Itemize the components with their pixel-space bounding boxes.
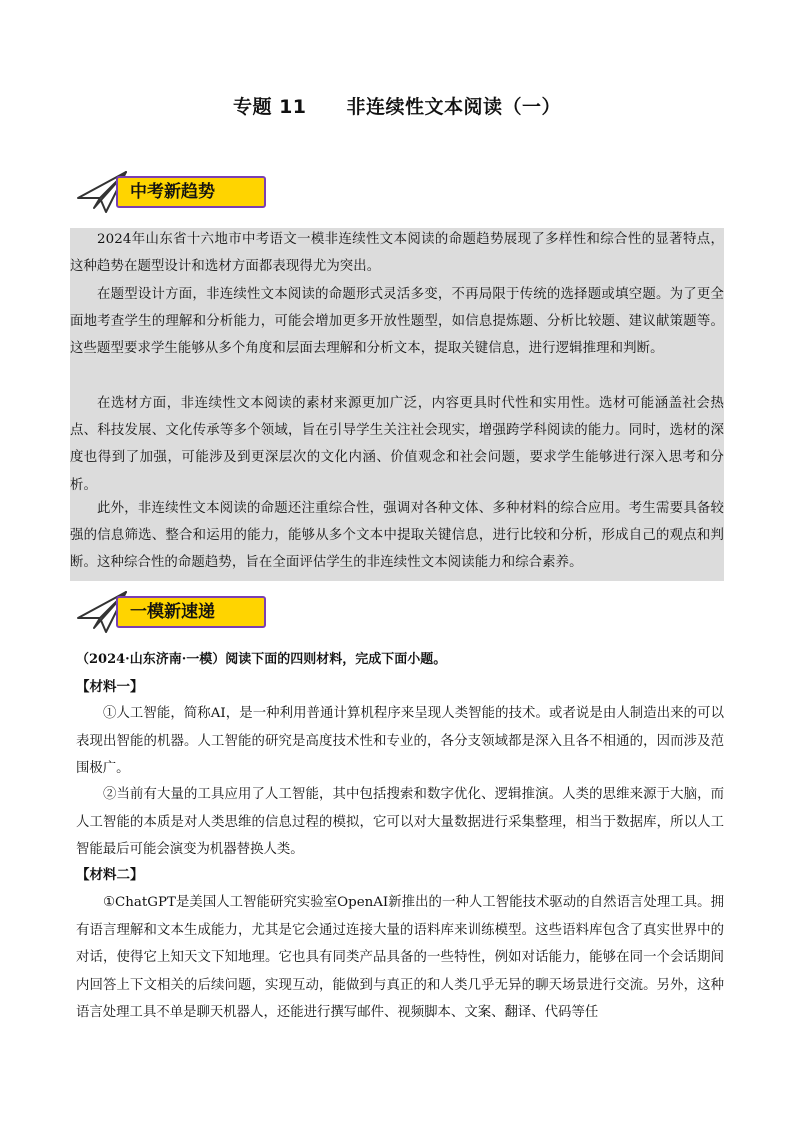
material-1-paragraph-2: ②当前有大量的工具应用了人工智能，其中包括搜索和数字优化、逻辑推演。人类的思维来源于大脑，而人工智能的本质是对人类思维的信息过程的模拟，它可以对大量数据进行采集整理，相当于数据库，所以人工智能最后可能会演变为机器替换人类。 — [76, 787, 724, 857]
topic-number: 专题 11 — [232, 96, 307, 118]
trend-paragraph-1: 2024年山东省十六地市中考语文一模非连续性文本阅读的命题趋势展现了多样性和综合性的显著特点，这种趋势在题型设计和选材方面都表现得尤为突出。 — [70, 232, 724, 275]
material-1-paragraph-1: ①人工智能，简称AI，是一种利用普通计算机程序来呈现人类智能的技术。或者说是由人制造出来的可以表现出智能的机器。人工智能的研究是高度技术性和专业的，各分支领域都是深入且各不相通的，因而涉及范围极广。 — [76, 706, 724, 776]
material-1-title: 【材料一】 — [76, 679, 144, 695]
trend-paragraph-2: 在题型设计方面，非连续性文本阅读的命题形式灵活多变，不再局限于传统的选择题或填空题。为了更全面地考查学生的理解和分析能力，可能会增加更多开放性题型，如信息提炼题、分析比较题、建议献策题等。这些题型要求学生能够从多个角度和层面去理解和分析文本，提取关键信息，进行逻辑推理和判断。 — [70, 287, 724, 357]
express-section-label: 一模新速递 — [116, 596, 266, 628]
material-2-paragraph-1: ①ChatGPT是美国人工智能研究实验室OpenAI新推出的一种人工智能技术驱动的自然语言处理工具。拥有语言理解和文本生成能力，尤其是它会通过连接大量的语料库来训练模型。这些语料库包含了真实世界中的对话，使得它上知天文下知地理。它也具有同类产品具备的一些特性，例如对话能力，能够在同一个会话期间内回答上下文相关的后续问题，实现互动，能做到与真正的和人类几乎无异的聊天场景进行交流。另外，这种语言处理工具不单是聊天机器人，还能进行撰写邮件、视频脚本、文案、翻译、代码等任 — [76, 895, 724, 1020]
question-source: （2024·山东济南·一模）阅读下面的四则材料，完成下面小题。 — [76, 652, 447, 667]
material-2-title: 【材料二】 — [76, 867, 144, 883]
topic-name: 非连续性文本阅读（一） — [346, 96, 562, 118]
trend-paragraph-3: 在选材方面，非连续性文本阅读的素材来源更加广泛，内容更具时代性和实用性。选材可能涵盖社会热点、科技发展、文化传承等多个领域，旨在引导学生关注社会现实，增强跨学科阅读的能力。同时，选材的深度也得到了加强，可能涉及到更深层次的文化内涵、价值观念和社会问题，要求学生能够进行深入思考和分析。 — [70, 396, 724, 493]
page-title — [0, 92, 794, 119]
express-section-banner — [76, 592, 276, 632]
trend-section-label: 中考新趋势 — [116, 176, 266, 208]
trend-paragraph-4: 此外，非连续性文本阅读的命题还注重综合性，强调对各种文体、多种材料的综合应用。考生需要具备较强的信息筛选、整合和运用的能力，能够从多个文本中提取关键信息，进行比较和分析，形成自己的观点和判断。这种综合性的命题趋势，旨在全面评估学生的非连续性文本阅读能力和综合素养。 — [70, 501, 724, 571]
trend-section-banner — [76, 172, 276, 212]
